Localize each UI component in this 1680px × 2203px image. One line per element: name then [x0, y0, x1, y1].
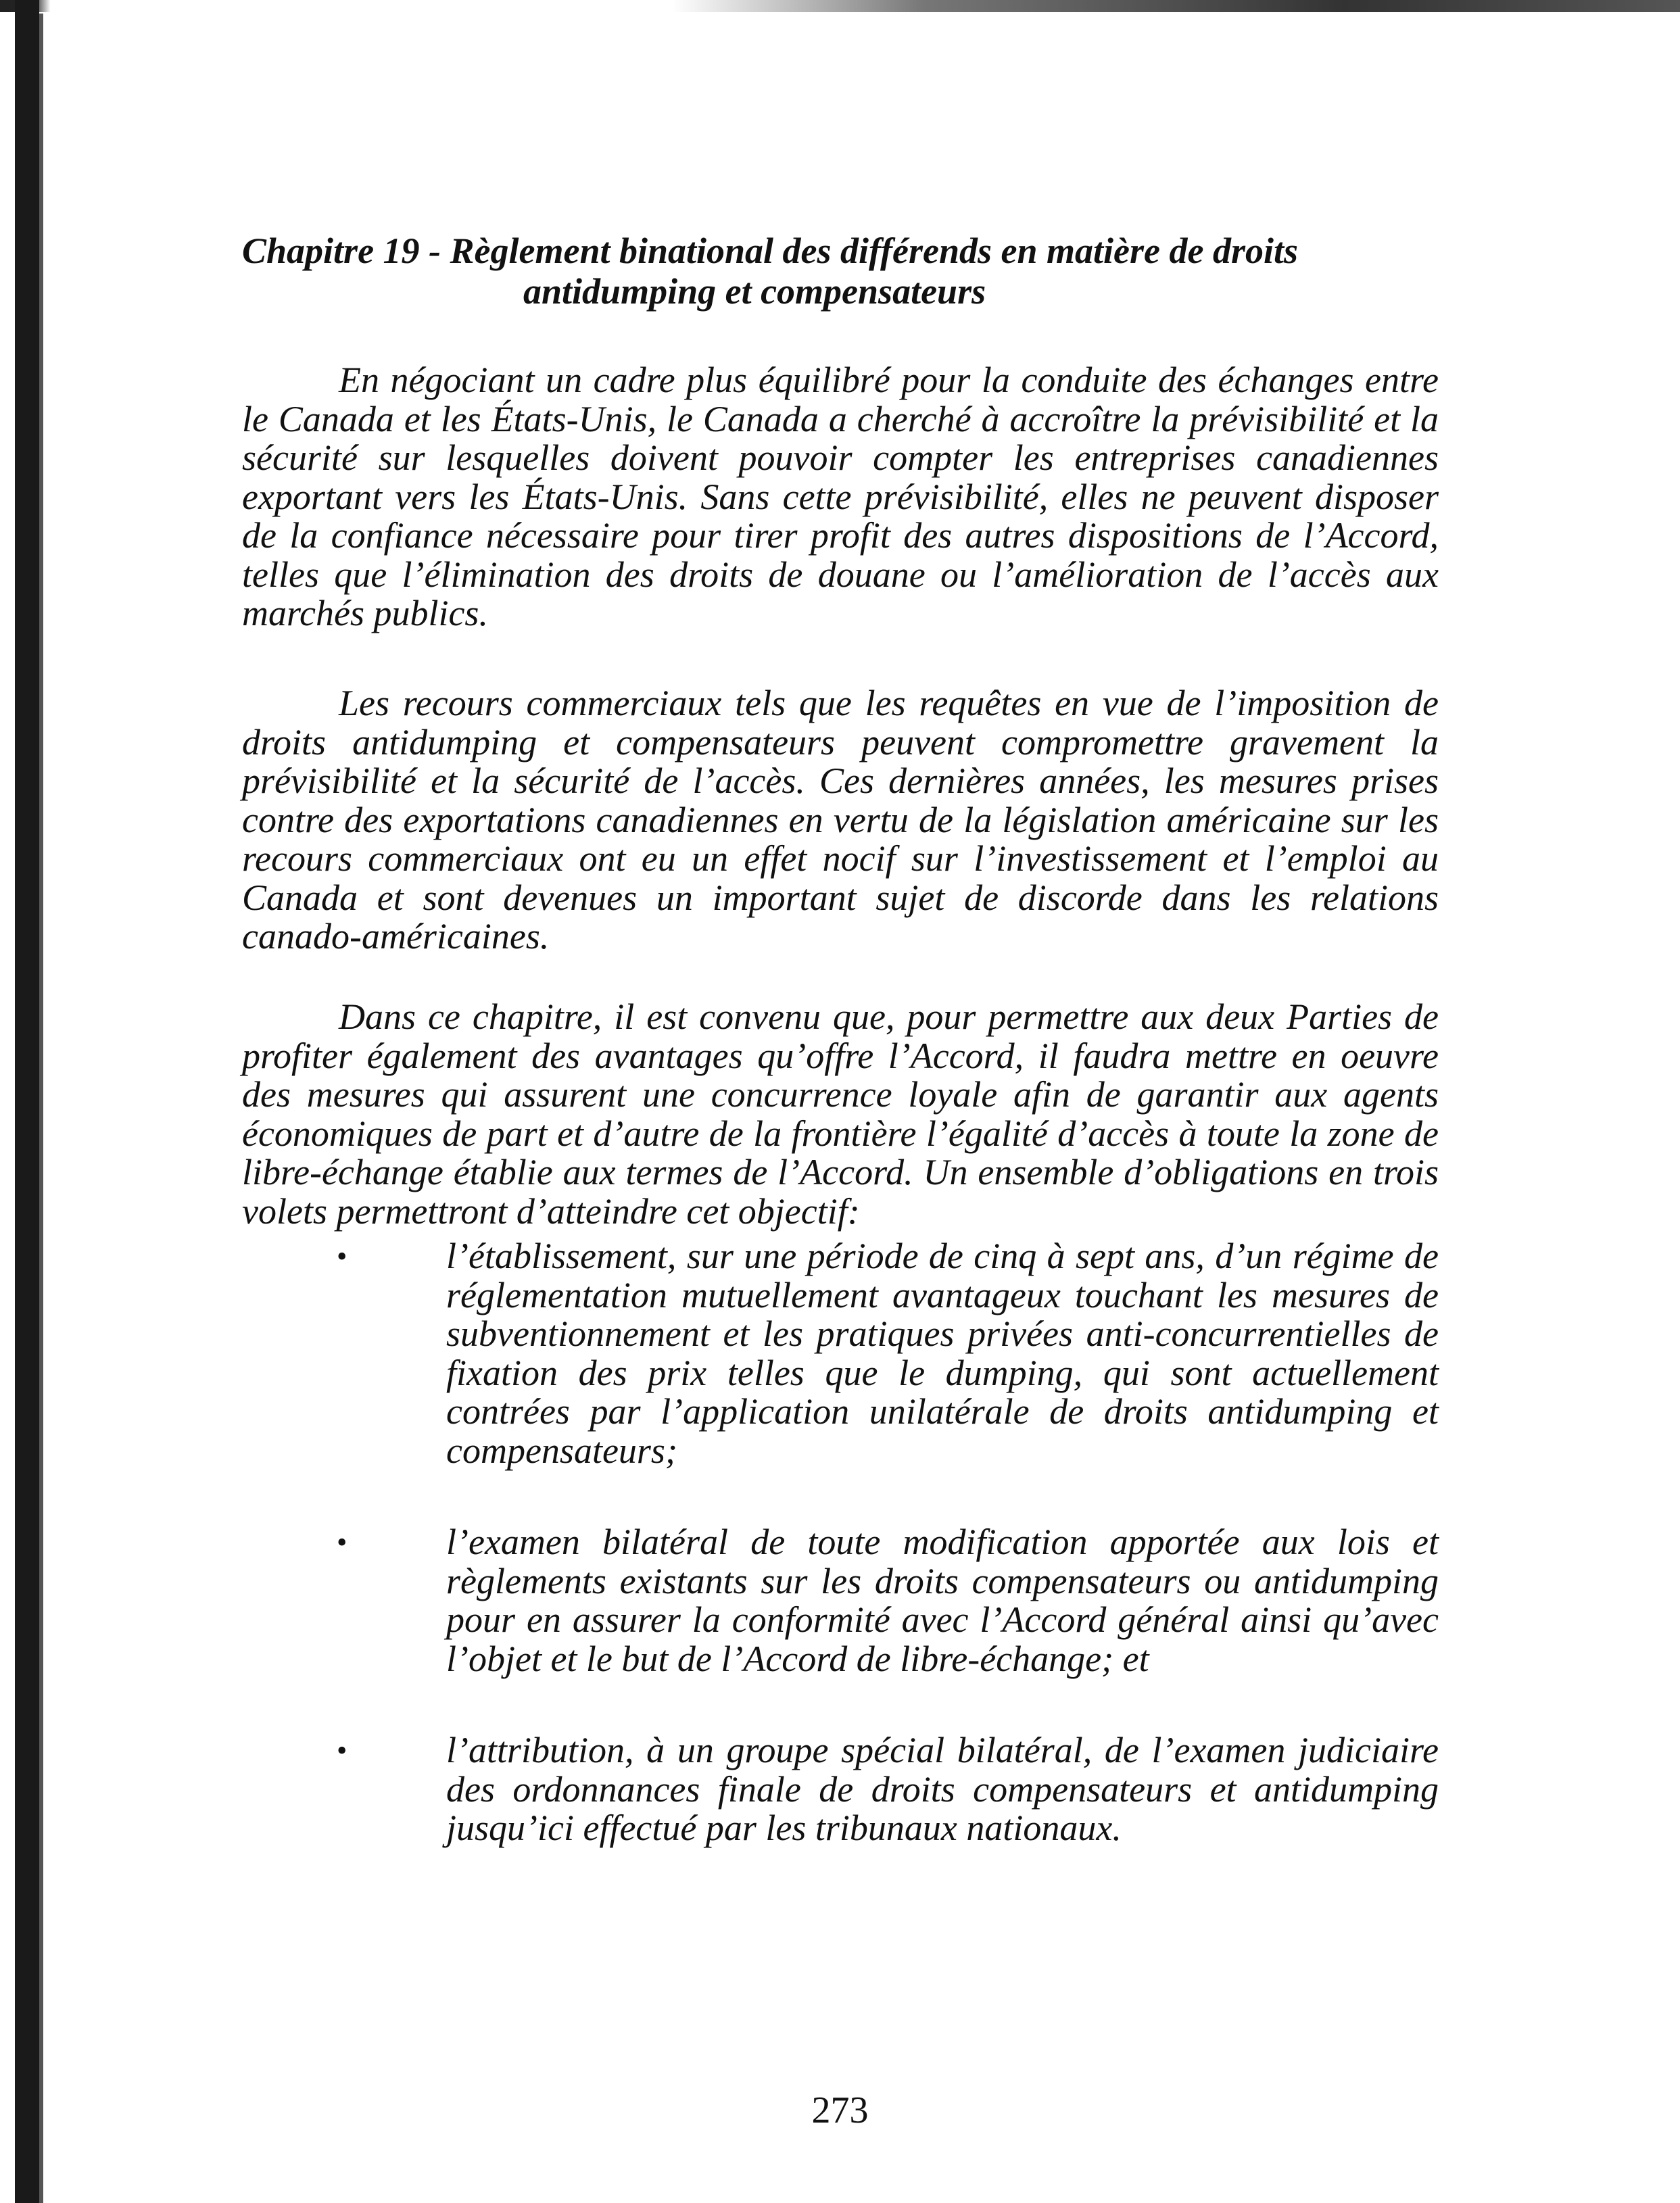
list-item — [242, 1731, 1439, 1848]
paragraph-2: Les recours commerciaux tels que les requêtes en vue de l’imposition de droits antidumping et compensateurs peuvent compromettre gravement la prévisibilité et la sécurité de l’accès. Ces dernières années, les mesures prises contre des exportations canadiennes en vertu de la législation américaine sur les recours commerciaux ont eu un effet nocif sur l’investissement et l’emploi au Canada et sont devenues un important sujet de discorde dans les relations canado-américaines. — [242, 683, 1439, 957]
obligations-list — [242, 1237, 1439, 1848]
bullet-icon: • — [337, 1240, 347, 1273]
paragraph-3: Dans ce chapitre, il est convenu que, pour permettre aux deux Parties de profiter également des avantages qu’offre l’Accord, il faudra mettre en oeuvre des mesures qui assurent une concurrence loyale afin de garantir aux agents économiques de part et d’autre de la frontière l’égalité d’accès à toute la zone de libre-échange établie aux termes de l’Accord. Un ensemble d’obligations en trois volets permettront d’atteindre cet objectif: — [242, 996, 1439, 1232]
list-item — [242, 1523, 1439, 1678]
paragraph-1: En négociant un cadre plus équilibré pour la conduite des échanges entre le Canada et les États-Unis, le Canada a cherché à accroître la prévisibilité et la sécurité sur lesquelles doivent pouvoir compter les entreprises canadiennes exportant vers les États-Unis. Sans cette prévisibilité, elles ne peuvent disposer de la confiance nécessaire pour tirer profit des autres dispositions de l’Accord, telles que l’élimination des droits de douane ou l’amélioration de l’accès aux marchés publics. — [242, 360, 1439, 633]
list-item-text: l’examen bilatéral de toute modification apportée aux lois et règlements existants sur les droits compensateurs ou antidumping pour en assurer la conformité avec l’Accord général ainsi qu’avec l’objet et le but de l’Accord de libre-échange; et — [446, 1522, 1439, 1679]
page-number: 273 — [811, 2089, 869, 2131]
list-item-text: l’établissement, sur une période de cinq à sept ans, d’un régime de réglementation mutuellement avantageux touchant les mesures de subventionnement et les pratiques privées anti-concurrentielles de fixation des prix telles que le dumping, qui sont actuellement contrées par l’application unilatérale de droits antidumping et compensateurs; — [446, 1236, 1439, 1471]
chapter-title-line-2: antidumping et compensateurs — [523, 271, 986, 312]
bullet-icon: • — [337, 1526, 347, 1559]
chapter-title-line-1: Chapitre 19 - Règlement binational des différends en matière de droits — [242, 231, 1298, 272]
chapter-title — [242, 231, 1445, 312]
bullet-icon: • — [337, 1734, 347, 1767]
list-item — [242, 1237, 1439, 1470]
list-item-text: l’attribution, à un groupe spécial bilatéral, de l’examen judiciaire des ordonnances finale de droits compensateurs et antidumping jusqu’ici effectué par les tribunaux nationaux. — [446, 1730, 1439, 1848]
